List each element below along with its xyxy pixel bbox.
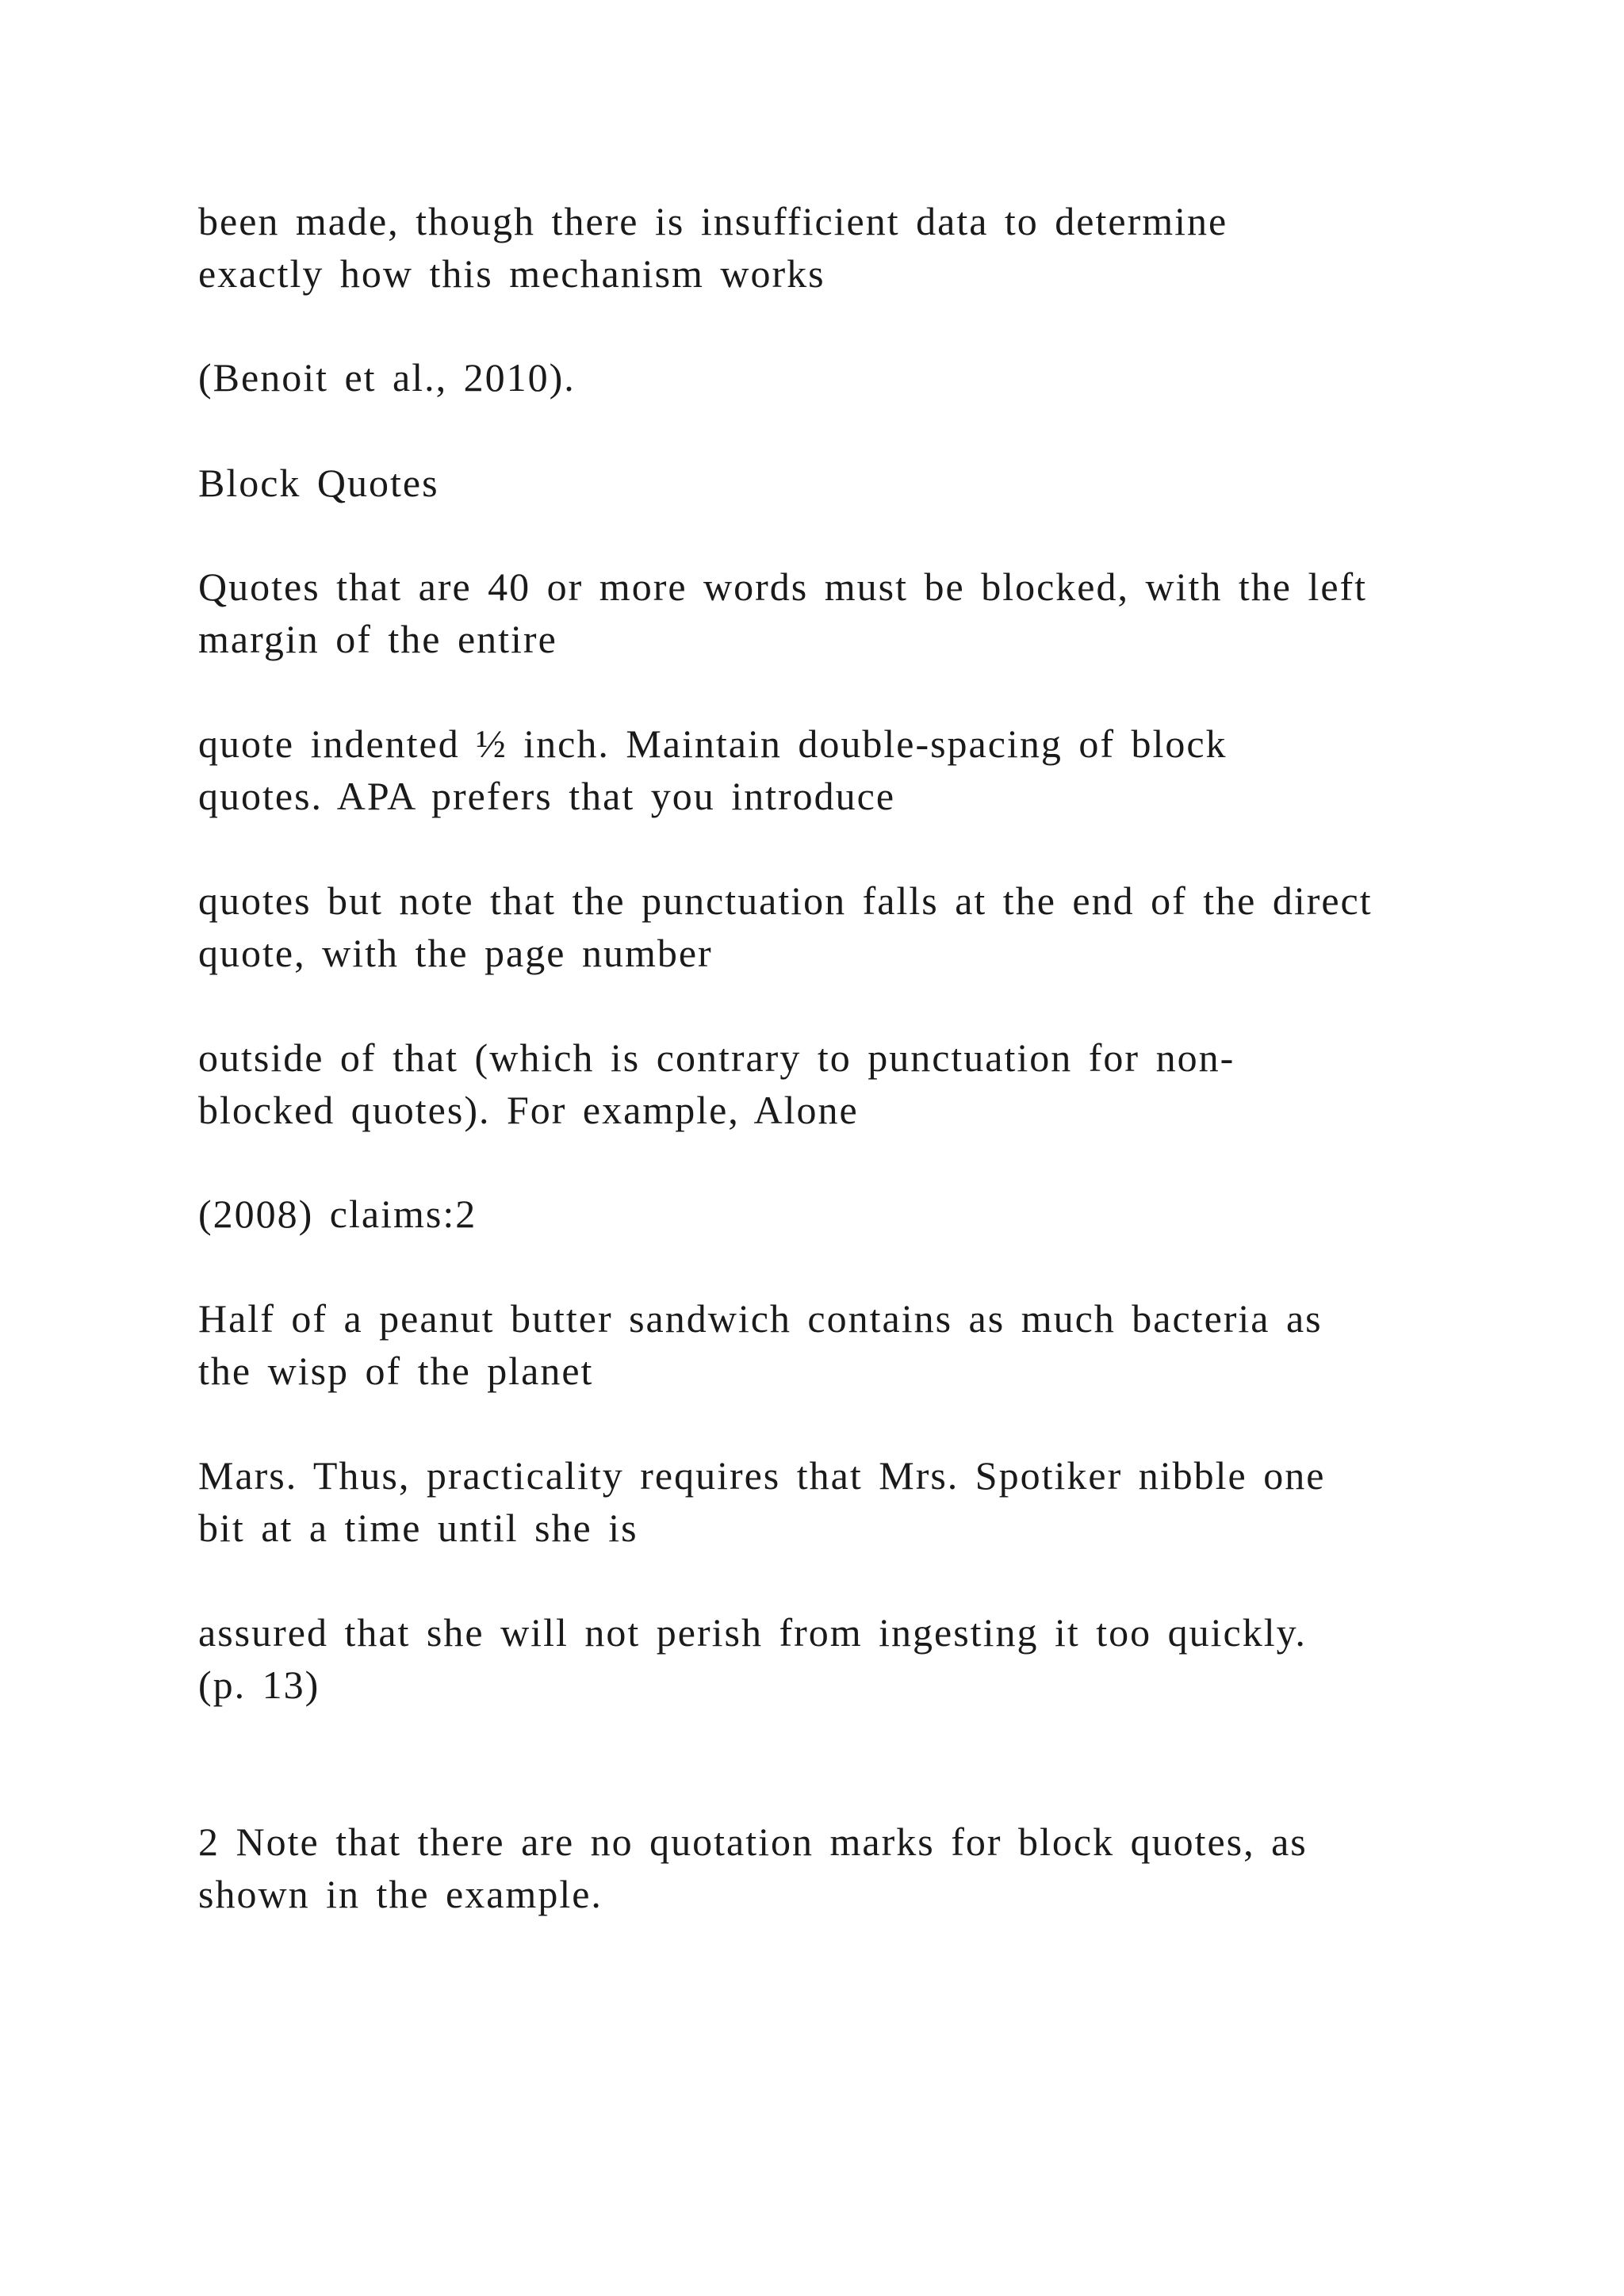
- text-line: bit at a time until she is: [198, 1506, 638, 1550]
- text-line: Block Quotes: [198, 461, 439, 505]
- paragraph-mechanism: [198, 195, 1467, 300]
- text-line: 2 Note that there are no quotation marks for block quotes, as: [198, 1820, 1308, 1864]
- text-line: quote, with the page number: [198, 931, 713, 975]
- text-line: quotes. APA prefers that you introduce: [198, 774, 896, 818]
- block-quote-part-3: [198, 1606, 1467, 1711]
- text-line: blocked quotes). For example, Alone: [198, 1088, 859, 1132]
- text-line: exactly how this mechanism works: [198, 251, 825, 296]
- paragraph-non-blocked: [198, 1031, 1467, 1136]
- text-line: (Benoit et al., 2010).: [198, 355, 576, 400]
- paragraph-punctuation-rule: [198, 874, 1467, 979]
- text-line: been made, though there is insufficient data to determine: [198, 199, 1228, 243]
- block-quote-part-2: [198, 1449, 1467, 1554]
- paragraph-claims: [198, 1188, 1467, 1240]
- section-heading-block-quotes: [198, 457, 1467, 509]
- paragraph-citation: [198, 351, 1467, 404]
- text-line: (2008) claims:2: [198, 1192, 477, 1236]
- text-line: quotes but note that the punctuation falls at the end of the direct: [198, 878, 1373, 923]
- paragraph-quotes-rule: [198, 561, 1467, 665]
- footnote: [198, 1816, 1467, 1920]
- text-line: quote indented ½ inch. Maintain double-spacing of block: [198, 721, 1228, 766]
- text-line: outside of that (which is contrary to punctuation for non-: [198, 1035, 1235, 1080]
- text-line: Mars. Thus, practicality requires that Mrs. Spotiker nibble one: [198, 1453, 1326, 1498]
- text-line: Quotes that are 40 or more words must be blocked, with the left: [198, 564, 1368, 609]
- text-line: the wisp of the planet: [198, 1349, 594, 1393]
- text-line: assured that she will not perish from ingesting it too quickly.: [198, 1610, 1307, 1655]
- paragraph-indent-rule: [198, 718, 1467, 822]
- text-line: shown in the example.: [198, 1872, 603, 1916]
- text-line: Half of a peanut butter sandwich contains as much bacteria as: [198, 1296, 1323, 1341]
- text-line: margin of the entire: [198, 617, 557, 661]
- text-line: (p. 13): [198, 1663, 320, 1707]
- block-quote-part-1: [198, 1292, 1467, 1397]
